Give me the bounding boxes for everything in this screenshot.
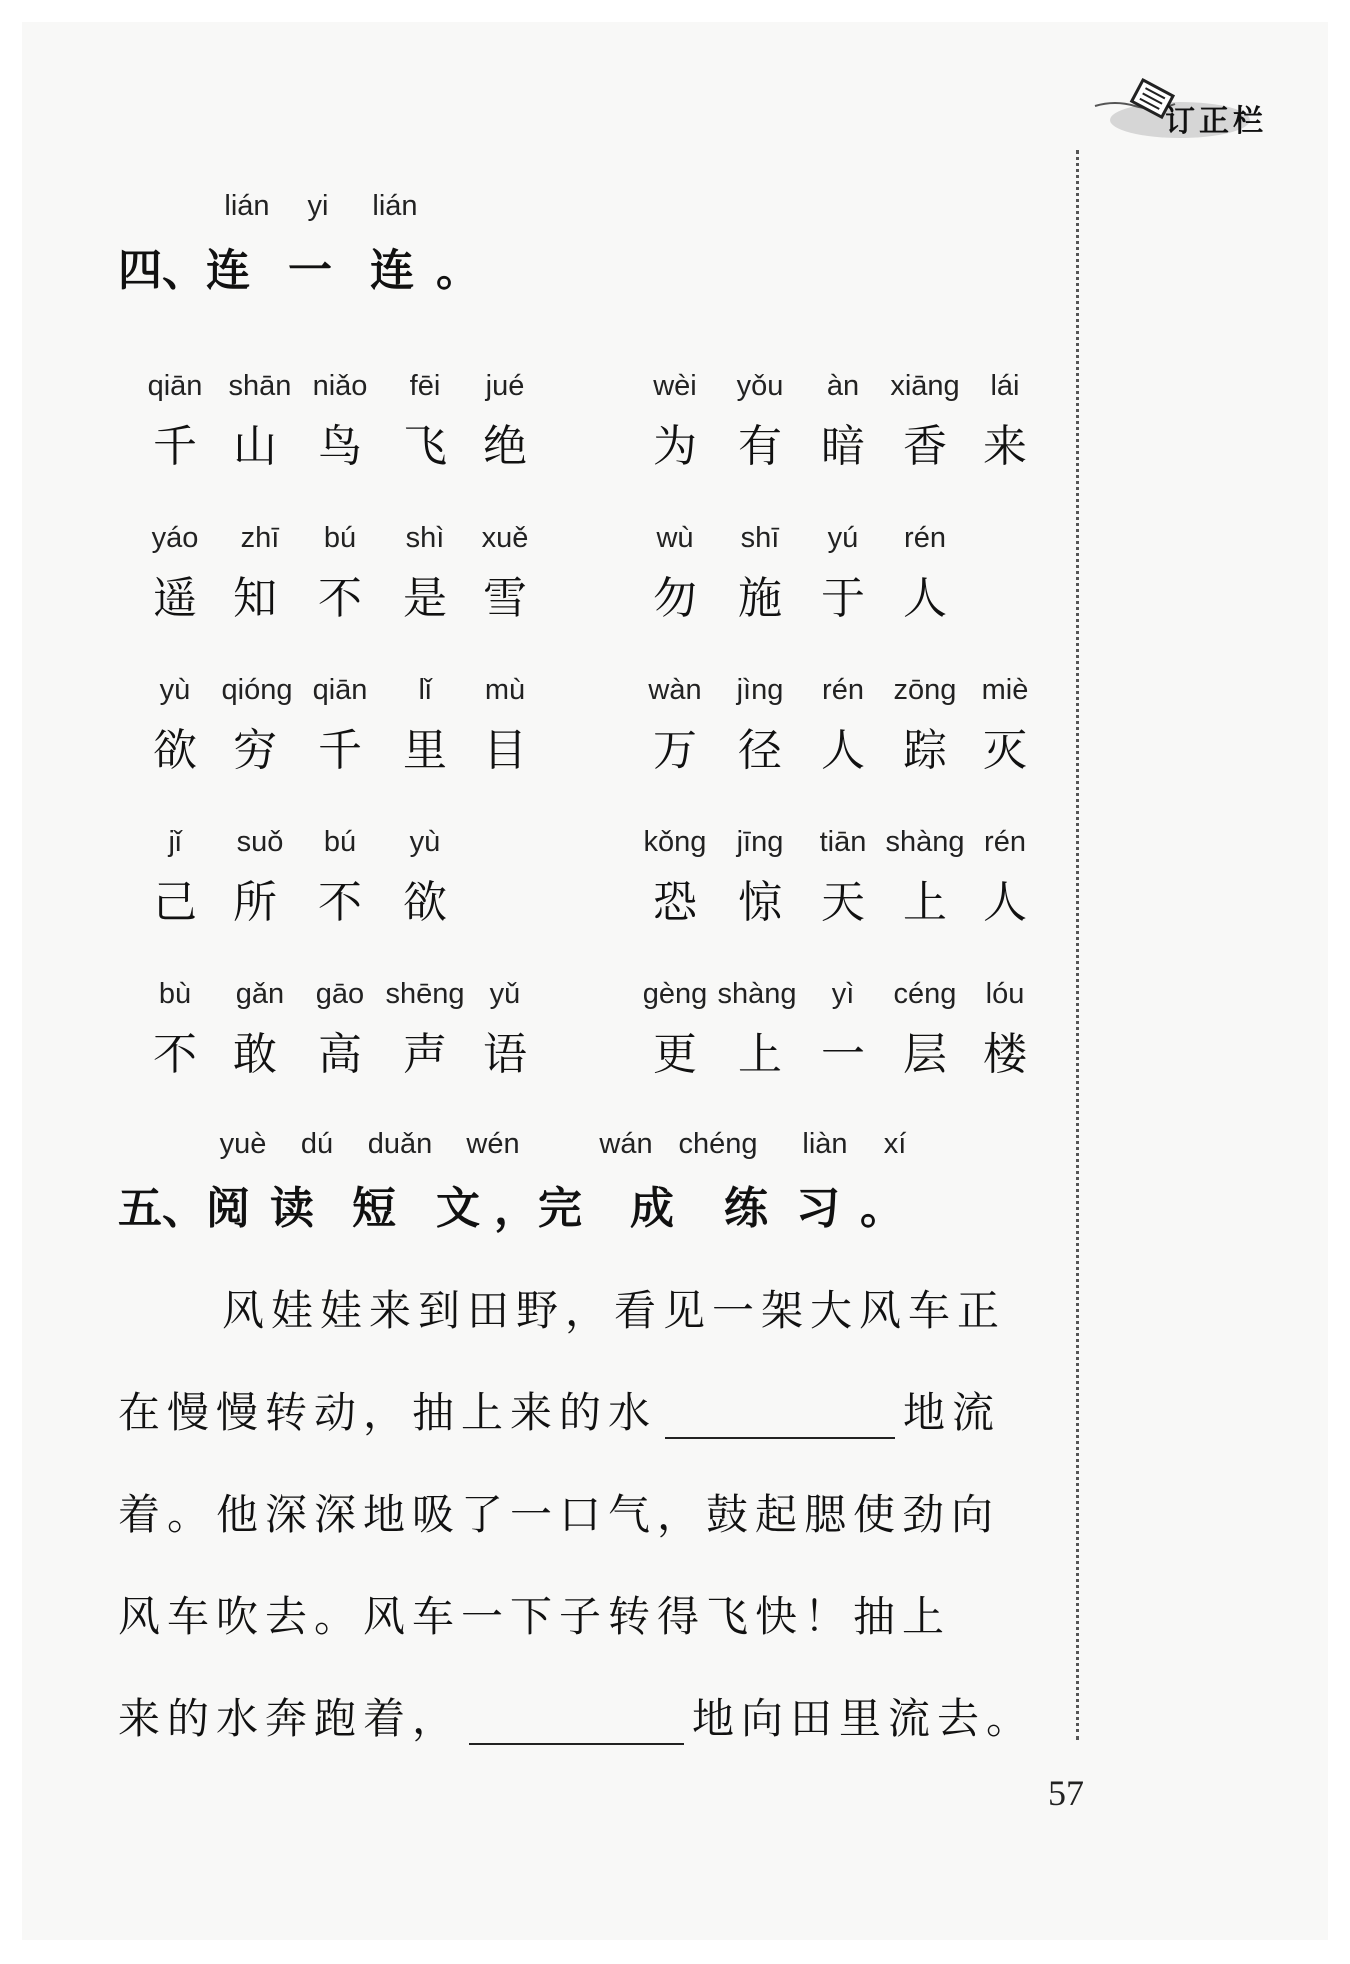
left-row-4-pinyin: jǐ [168, 826, 182, 858]
heading-part: 习 [796, 1183, 840, 1234]
right-row-5-pinyin: gèng [642, 978, 708, 1010]
right-row-1-pinyin: lái [990, 370, 1020, 402]
heading-pinyin: dú [300, 1128, 334, 1160]
right-row-3-char[interactable]: 万 [653, 725, 697, 776]
right-row-3-pinyin: rén [822, 674, 864, 706]
right-row-1-char[interactable]: 来 [983, 421, 1027, 472]
left-row-3-pinyin: lǐ [418, 674, 432, 706]
left-row-4-char[interactable]: 己 [153, 877, 197, 928]
heading-pinyin: duǎn [367, 1128, 433, 1160]
right-row-3-char[interactable]: 灭 [983, 725, 1027, 776]
left-row-2-pinyin: xuě [481, 522, 529, 554]
section-5-heading [118, 1172, 904, 1236]
passage-text: 地流 [903, 1388, 1002, 1437]
left-row-2-char[interactable]: 雪 [483, 573, 527, 624]
heading-pinyin: yi [307, 190, 329, 222]
right-row-4-pinyin: tiān [819, 826, 867, 858]
left-row-2-char[interactable]: 不 [318, 573, 362, 624]
right-row-5-pinyin: céng [893, 978, 957, 1010]
left-row-3-char[interactable]: 里 [403, 725, 447, 776]
section-4-heading [118, 234, 480, 298]
heading-part: 练 [724, 1183, 768, 1234]
right-row-1-pinyin: àn [826, 370, 860, 402]
right-row-2-pinyin: wù [656, 522, 694, 554]
heading-part: 五、阅 [118, 1183, 250, 1234]
left-row-3-pinyin: mù [484, 674, 526, 706]
left-row-3-char[interactable]: 千 [318, 725, 362, 776]
right-row-5-char[interactable]: 上 [738, 1029, 782, 1080]
right-row-3-pinyin: miè [981, 674, 1029, 706]
left-row-4-char[interactable]: 不 [318, 877, 362, 928]
right-row-3-char[interactable]: 人 [821, 725, 865, 776]
right-row-4-pinyin: shàng [885, 826, 965, 858]
left-row-3-pinyin: qiān [312, 674, 368, 706]
right-row-1-char[interactable]: 暗 [821, 421, 865, 472]
heading-part: 短 [352, 1183, 396, 1234]
left-row-4-pinyin: bú [323, 826, 357, 858]
passage-line-2 [118, 1380, 1001, 1440]
left-row-2-char[interactable]: 遥 [153, 573, 197, 624]
right-row-3-pinyin: zōng [893, 674, 957, 706]
right-row-4-pinyin: kǒng [643, 826, 707, 858]
right-row-4-char[interactable]: 上 [903, 877, 947, 928]
left-row-1-char[interactable]: 鸟 [318, 421, 362, 472]
left-row-1-pinyin: shān [228, 370, 292, 402]
left-row-2-pinyin: shì [405, 522, 445, 554]
right-row-2-pinyin: shī [740, 522, 780, 554]
left-row-1-pinyin: jué [485, 370, 525, 402]
heading-pinyin: chéng [678, 1128, 758, 1160]
right-row-5-char[interactable]: 更 [653, 1029, 697, 1080]
right-row-4-char[interactable]: 恐 [653, 877, 697, 928]
passage-line-5 [118, 1686, 1035, 1746]
right-row-4-pinyin: jīng [736, 826, 784, 858]
left-row-4-char[interactable]: 欲 [403, 877, 447, 928]
heading-pinyin: wán [599, 1128, 653, 1160]
right-row-1-pinyin: wèi [653, 370, 697, 402]
left-row-1-pinyin: fēi [409, 370, 441, 402]
heading-part: 四、连 [118, 245, 250, 296]
left-row-4-pinyin: yù [409, 826, 441, 858]
page-number: 57 [1048, 1773, 1084, 1813]
heading-pinyin: wén [466, 1128, 520, 1160]
left-row-3-char[interactable]: 欲 [153, 725, 197, 776]
heading-pinyin: liàn [802, 1128, 848, 1160]
heading-part: 一 [288, 245, 332, 296]
left-row-1-char[interactable]: 飞 [403, 421, 447, 472]
right-row-1-char[interactable]: 为 [653, 421, 697, 472]
left-row-4-char[interactable]: 所 [233, 877, 277, 928]
right-row-2-pinyin: yú [827, 522, 859, 554]
left-row-5-pinyin: gǎn [235, 978, 285, 1010]
right-row-5-pinyin: shàng [717, 978, 797, 1010]
left-row-2-char[interactable]: 是 [403, 573, 447, 624]
left-row-5-pinyin: yǔ [489, 978, 521, 1010]
left-row-5-char[interactable]: 高 [318, 1029, 362, 1080]
right-row-2-char[interactable]: 人 [903, 573, 947, 624]
right-row-3-pinyin: jìng [736, 674, 784, 706]
heading-part: 。 [436, 245, 480, 296]
left-row-5-char[interactable]: 声 [403, 1029, 447, 1080]
right-row-4-pinyin: rén [984, 826, 1026, 858]
left-row-5-pinyin: bù [158, 978, 192, 1010]
passage-text: 来的水奔跑着， [118, 1694, 462, 1743]
left-row-5-pinyin: shēng [385, 978, 465, 1010]
right-row-4-char[interactable]: 天 [821, 877, 865, 928]
left-row-5-pinyin: gāo [315, 978, 365, 1010]
heading-part: ，完 [494, 1183, 582, 1234]
fill-blank-2[interactable] [469, 1694, 684, 1745]
left-row-2-pinyin: zhī [240, 522, 280, 554]
fill-blank-1[interactable] [665, 1388, 895, 1439]
left-row-5-char[interactable]: 敢 [233, 1029, 277, 1080]
heading-part: 文 [436, 1183, 480, 1234]
right-row-1-pinyin: xiāng [890, 370, 960, 402]
heading-part: 成 [630, 1183, 674, 1234]
right-row-2-pinyin: rén [904, 522, 946, 554]
left-row-1-pinyin: qiān [147, 370, 203, 402]
left-row-5-char[interactable]: 语 [483, 1029, 527, 1080]
left-row-1-char[interactable]: 千 [153, 421, 197, 472]
heading-pinyin: lián [224, 190, 270, 222]
heading-pinyin: yuè [219, 1128, 267, 1160]
heading-pinyin: xí [883, 1128, 907, 1160]
right-row-3-char[interactable]: 踪 [903, 725, 947, 776]
passage-line-4: 风车吹去。风车一下子转得飞快！抽上 [118, 1592, 952, 1641]
left-row-2-pinyin: bú [323, 522, 357, 554]
left-row-1-pinyin: niǎo [312, 370, 368, 402]
right-row-5-char[interactable]: 一 [821, 1029, 865, 1080]
heading-pinyin: lián [372, 190, 418, 222]
heading-part: 读 [270, 1183, 314, 1234]
left-row-5-char[interactable]: 不 [153, 1029, 197, 1080]
right-row-5-char[interactable]: 楼 [983, 1029, 1027, 1080]
passage-line-3: 着。他深深地吸了一口气，鼓起腮使劲向 [118, 1490, 1001, 1539]
correction-column-label: 订正栏 [1165, 104, 1267, 139]
passage-line-1: 风娃娃来到田野，看见一架大风车正 [222, 1286, 1007, 1335]
heading-part: 。 [860, 1183, 904, 1234]
right-row-1-char[interactable]: 香 [903, 421, 947, 472]
left-row-3-pinyin: yù [159, 674, 191, 706]
right-row-5-char[interactable]: 层 [903, 1029, 947, 1080]
right-row-1-char[interactable]: 有 [738, 421, 782, 472]
right-row-4-char[interactable]: 人 [983, 877, 1027, 928]
margin-divider [1076, 150, 1079, 1740]
right-row-2-char[interactable]: 于 [821, 573, 865, 624]
left-row-2-pinyin: yáo [151, 522, 199, 554]
right-row-3-char[interactable]: 径 [738, 725, 782, 776]
left-row-3-pinyin: qióng [221, 674, 293, 706]
right-row-3-pinyin: wàn [648, 674, 702, 706]
heading-part: 连 [370, 245, 414, 296]
right-row-1-pinyin: yǒu [736, 370, 784, 402]
left-row-3-char[interactable]: 穷 [233, 725, 277, 776]
right-row-2-char[interactable]: 施 [738, 573, 782, 624]
right-row-4-char[interactable]: 惊 [738, 877, 782, 928]
passage-text: 地向田里流去。 [692, 1694, 1036, 1743]
right-row-5-pinyin: lóu [985, 978, 1025, 1010]
right-row-2-char[interactable]: 勿 [653, 573, 697, 624]
left-row-1-char[interactable]: 绝 [483, 421, 527, 472]
left-row-4-pinyin: suǒ [236, 826, 284, 858]
left-row-2-char[interactable]: 知 [233, 573, 277, 624]
left-row-3-char[interactable]: 目 [483, 725, 527, 776]
passage-text: 在慢慢转动，抽上来的水 [118, 1388, 658, 1437]
right-row-5-pinyin: yì [831, 978, 855, 1010]
left-row-1-char[interactable]: 山 [233, 421, 277, 472]
